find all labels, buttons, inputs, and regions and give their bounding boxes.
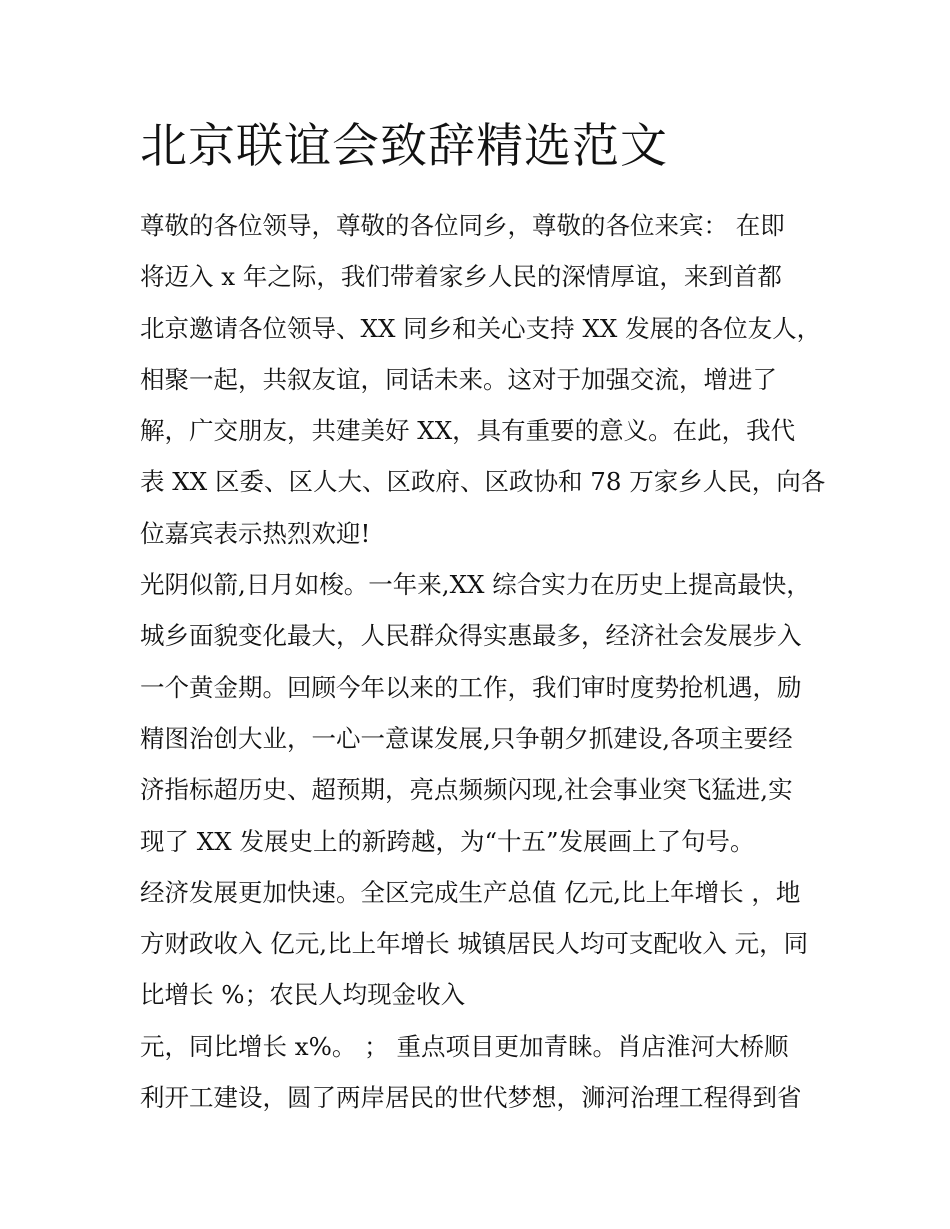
text-line: 方财政收入 亿元,比上年增长 城镇居民人均可支配收入 元，同 bbox=[140, 929, 809, 959]
text-line: 元，同比增长 x%。 ； 重点项目更加青睐。肖店淮河大桥顺 bbox=[140, 1031, 789, 1061]
text-line: 经济发展更加快速。全区完成生产总值 亿元,比上年增长 ，地 bbox=[140, 877, 801, 907]
text-line: 比增长 %；农民人均现金收入 bbox=[140, 980, 466, 1010]
text-line: 位嘉宾表示热烈欢迎! bbox=[140, 518, 371, 548]
text-line: 一个黄金期。回顾今年以来的工作，我们审时度势抢机遇，励 bbox=[140, 672, 802, 702]
text-line: 北京邀请各位领导、XX 同乡和关心支持 XX 发展的各位友人， bbox=[140, 313, 822, 343]
document-body bbox=[140, 200, 830, 1123]
document-title: 北京联谊会致辞精选范文 bbox=[140, 119, 668, 174]
text-line: 城乡面貌变化最大，人民群众得实惠最多，经济社会发展步入 bbox=[140, 621, 802, 651]
text-line: 光阴似箭,日月如梭。一年来,XX 综合实力在历史上提高最快， bbox=[140, 570, 811, 600]
text-line: 利开工建设，圆了两岸居民的世代梦想，浉河治理工程得到省 bbox=[140, 1083, 802, 1113]
text-line: 尊敬的各位领导，尊敬的各位同乡，尊敬的各位来宾： 在即 bbox=[140, 211, 785, 240]
text-line: 将迈入 x 年之际，我们带着家乡人民的深情厚谊，来到首都 bbox=[140, 262, 782, 292]
text-line: 精图治创大业，一心一意谋发展,只争朝夕抓建设,各项主要经 bbox=[140, 723, 793, 753]
text-line: 表 XX 区委、区人大、区政府、区政协和 78 万家乡人民，向各 bbox=[140, 467, 826, 497]
text-line: 现了 XX 发展史上的新跨越，为“十五”发展画上了句号。 bbox=[140, 826, 755, 856]
text-line: 解，广交朋友，共建美好 XX，具有重要的意义。在此，我代 bbox=[140, 416, 796, 446]
text-line: 相聚一起，共叙友谊，同话未来。这对于加强交流，增进了 bbox=[140, 364, 777, 394]
text-line: 济指标超历史、超预期，亮点频频闪现,社会事业突飞猛进,实 bbox=[140, 775, 793, 805]
